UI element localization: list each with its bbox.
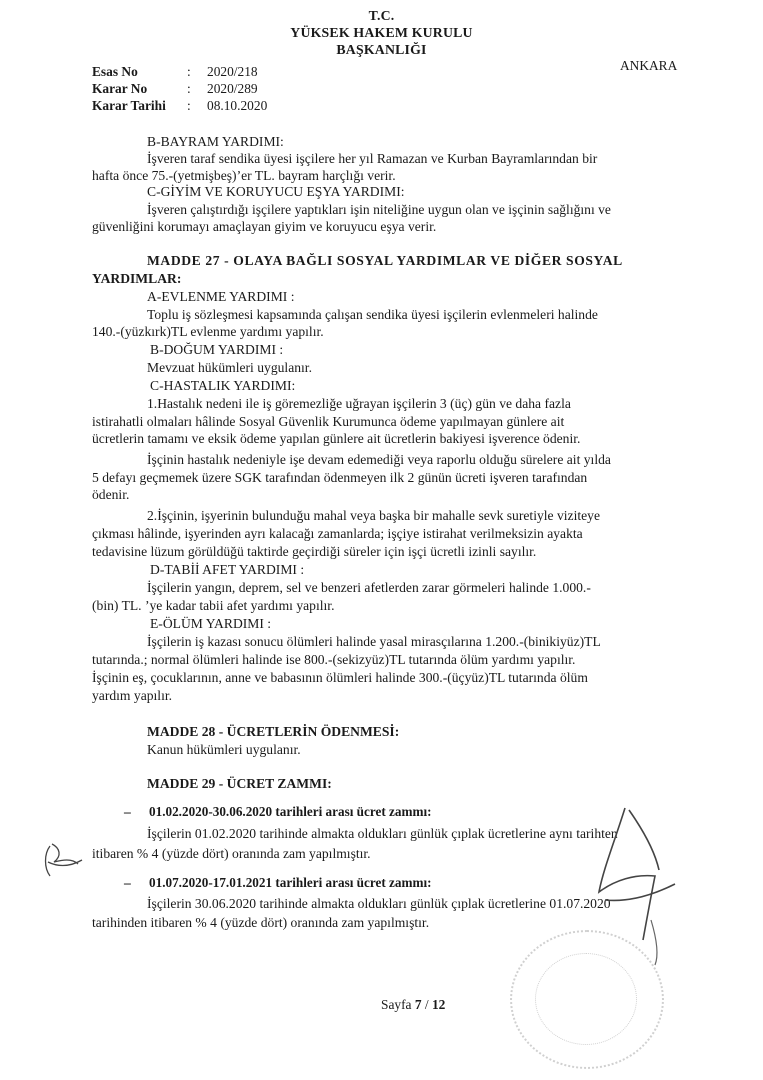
- meta-karar-value: 2020/289: [207, 81, 258, 96]
- text-line: Mevzuat hükümleri uygulanır.: [147, 360, 312, 375]
- section-c-title: C-GİYİM VE KORUYUCU EŞYA YARDIMI:: [147, 184, 405, 199]
- text-line: ödenir.: [92, 487, 130, 502]
- text-line: İşçilerin 30.06.2020 tarihinde almakta oldukları günlük çıplak ücretlerine 01.07.2020: [147, 896, 611, 911]
- page-current: 7: [414, 997, 422, 1012]
- raise-period-1-title: 01.02.2020-30.06.2020 tarihleri arası ücret zammı:: [149, 804, 432, 819]
- page-total: 12: [431, 997, 446, 1012]
- meta-colon: :: [187, 64, 191, 79]
- text-line: çıkması hâlinde, işyerinden ayrı kalacağı zamanlarda; işçiye istirahat verilmeksizin ayakta: [92, 526, 583, 541]
- meta-esas: [92, 64, 258, 80]
- section-illness-title: C-HASTALIK YARDIMI:: [150, 378, 296, 393]
- text-line: yardım yapılır.: [92, 688, 173, 703]
- meta-esas-label: Esas No: [92, 64, 138, 79]
- text-line: tarihinden itibaren % 4 (yüzde dört) oranında zam yapılmıştır.: [92, 915, 430, 930]
- header-tc: T.C.: [368, 8, 395, 23]
- text-line: İşçinin hastalık nedeniyle işe devam edemediği veya raporlu olduğu sürelere ait yılda: [147, 452, 611, 467]
- section-b-title: B-BAYRAM YARDIMI:: [147, 134, 284, 149]
- header-institution: YÜKSEK HAKEM KURULU: [290, 25, 473, 40]
- text-line: 5 defayı geçmemek üzere SGK tarafından ödenmeyen ilk 2 günün ücreti işveren tarafından: [92, 470, 588, 485]
- page-separator: /: [421, 997, 432, 1012]
- raise-period-2-title: 01.07.2020-17.01.2021 tarihleri arası ücret zammı:: [149, 875, 432, 890]
- header-city: ANKARA: [620, 58, 678, 73]
- text-line: tutarında.; normal ölümleri halinde ise 800.-(sekizyüz)TL tutarında ölüm yardımı yapılır.: [92, 652, 576, 667]
- text-line: İşçilerin yangın, deprem, sel ve benzeri afetlerden zarar görmeleri halinde 1.000.-: [147, 580, 591, 595]
- text-line: itibaren % 4 (yüzde dört) oranında zam yapılmıştır.: [92, 846, 371, 861]
- section-a-title: A-EVLENME YARDIMI :: [147, 289, 295, 304]
- text-line: İşçilerin iş kazası sonucu ölümleri halinde yasal mirasçılarına 1.200.-(binikiyüz)TL: [147, 634, 601, 649]
- meta-karar: [92, 81, 258, 97]
- text-line: güvenliğini korumayı amaçlayan giyim ve koruyucu eşya verir.: [92, 219, 437, 234]
- text-line: 2.İşçinin, işyerinin bulunduğu mahal veya başka bir mahalle sevk suretiyle viziteye: [147, 508, 601, 523]
- section-disaster-title: D-TABİİ AFET YARDIMI :: [150, 562, 305, 577]
- article-28-heading: MADDE 28 - ÜCRETLERİN ÖDENMESİ:: [147, 724, 400, 739]
- meta-tarih-label: Karar Tarihi: [92, 98, 166, 113]
- text-line: Kanun hükümleri uygulanır.: [147, 742, 301, 757]
- meta-karar-label: Karar No: [92, 81, 148, 96]
- text-line: 1.Hastalık nedeni ile iş göremezliğe uğrayan işçilerin 3 (üç) gün ve daha fazla: [147, 396, 571, 411]
- meta-colon: :: [187, 98, 191, 113]
- text-line: ücretlerin tamamı ve eksik ödeme yapılan günlere ait ücretlerin bakiyesi işverence ödenir.: [92, 431, 581, 446]
- official-seal-stamp-inner: [535, 953, 637, 1045]
- text-line: istirahatli olmaları hâlinde Sosyal Güvenlik Kurumunca ödeme yapılmayan günlere ait: [92, 414, 565, 429]
- text-line: 140.-(yüzkırk)TL evlenme yardımı yapılır.: [92, 324, 324, 339]
- text-line: İşçilerin 01.02.2020 tarihinde almakta oldukları günlük çıplak ücretlerine aynı tarihten: [147, 826, 618, 841]
- meta-tarih: [92, 98, 267, 114]
- page-number: [381, 997, 445, 1013]
- section-death-title: E-ÖLÜM YARDIMI :: [150, 616, 272, 631]
- section-birth-title: B-DOĞUM YARDIMI :: [150, 342, 284, 357]
- text-line: Toplu iş sözleşmesi kapsamında çalışan sendika üyesi işçilerin evlenmeleri halinde: [147, 307, 598, 322]
- text-line: İşveren taraf sendika üyesi işçilere her yıl Ramazan ve Kurban Bayramlarından bir: [147, 151, 598, 166]
- initials-signature-left: [38, 840, 88, 882]
- meta-esas-value: 2020/218: [207, 64, 258, 79]
- page-prefix: Sayfa: [381, 997, 415, 1012]
- text-line: tedavisine lüzum görüldüğü taktirde geçirdiği süreler için işçi ücretli izinli sayılır.: [92, 544, 537, 559]
- article-27-heading: MADDE 27 - OLAYA BAĞLI SOSYAL YARDIMLAR VE DİĞER SOSYAL: [147, 253, 623, 268]
- text-line: İşçinin eş, çocuklarının, anne ve babasının ölümleri halinde 300.-(üçyüz)TL tutarında ölüm: [92, 670, 588, 685]
- meta-colon: :: [187, 81, 191, 96]
- meta-tarih-value: 08.10.2020: [207, 98, 268, 113]
- list-dash: –: [124, 804, 131, 819]
- article-27-heading-cont: YARDIMLAR:: [92, 271, 182, 286]
- text-line: İşveren çalıştırdığı işçilere yaptıkları işin niteliğine uygun olan ve işçinin sağlığını ve: [147, 202, 611, 217]
- text-line: hafta önce 75.-(yetmişbeş)’er TL. bayram harçlığı verir.: [92, 168, 396, 183]
- list-dash: –: [124, 875, 131, 890]
- article-29-heading: MADDE 29 - ÜCRET ZAMMI:: [147, 776, 332, 791]
- text-line: (bin) TL. ’ye kadar tabii afet yardımı yapılır.: [92, 598, 335, 613]
- header-presidency: BAŞKANLIĞI: [336, 42, 427, 57]
